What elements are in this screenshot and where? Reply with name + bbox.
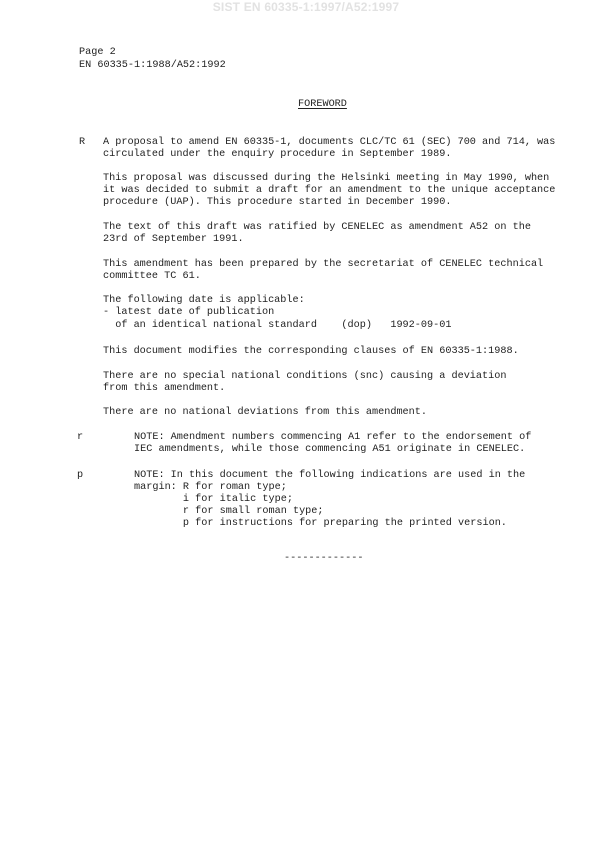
margin-mark-R: R	[79, 137, 86, 148]
paragraph-5-line-3: of an identical national standard (dop) 1992-09-01	[103, 320, 452, 331]
margin-mark-r: r	[77, 432, 84, 443]
paragraph-5-line-1: The following date is applicable:	[103, 295, 305, 306]
paragraph-2-line-2: it was decided to submit a draft for an amendment to the unique acceptance	[103, 185, 556, 196]
paragraph-4-line-2: committee TC 61.	[103, 271, 201, 282]
paragraph-1-line-1: A proposal to amend EN 60335-1, documents CLC/TC 61 (SEC) 700 and 714, was	[103, 137, 556, 148]
paragraph-2-line-3: procedure (UAP). This procedure started in December 1990.	[103, 197, 452, 208]
paragraph-7-line-2: from this amendment.	[103, 383, 226, 394]
paragraph-7-line-1: There are no special national conditions (snc) causing a deviation	[103, 371, 507, 382]
margin-mark-p: p	[77, 470, 84, 481]
note-2-line-2: margin: R for roman type;	[134, 482, 287, 493]
page-title: FOREWORD	[298, 99, 347, 110]
end-rule: -------------	[284, 553, 364, 564]
note-2-line-5: p for instructions for preparing the printed version.	[134, 518, 507, 529]
paragraph-1-line-2: circulated under the enquiry procedure in September 1989.	[103, 149, 452, 160]
document-reference: EN 60335-1:1988/A52:1992	[79, 60, 226, 71]
paragraph-3-line-1: The text of this draft was ratified by CENELEC as amendment A52 on the	[103, 222, 531, 233]
paragraph-8-line-1: There are no national deviations from this amendment.	[103, 407, 428, 418]
note-2-line-3: i for italic type;	[134, 494, 293, 505]
note-2-line-4: r for small roman type;	[134, 506, 324, 517]
note-1-line-2: IEC amendments, while those commencing A51 originate in CENELEC.	[134, 444, 526, 455]
watermark: SIST EN 60335-1:1997/A52:1997	[212, 0, 400, 14]
note-2-line-1: NOTE: In this document the following indications are used in the	[134, 470, 526, 481]
paragraph-4-line-1: This amendment has been prepared by the secretariat of CENELEC technical	[103, 259, 544, 270]
paragraph-3-line-2: 23rd of September 1991.	[103, 234, 244, 245]
note-1-line-1: NOTE: Amendment numbers commencing A1 refer to the endorsement of	[134, 432, 532, 443]
paragraph-5-line-2: - latest date of publication	[103, 307, 275, 318]
paragraph-2-line-1: This proposal was discussed during the Helsinki meeting in May 1990, when	[103, 173, 550, 184]
paragraph-6-line-1: This document modifies the corresponding clauses of EN 60335-1:1988.	[103, 346, 519, 357]
page-number: Page 2	[79, 47, 116, 58]
